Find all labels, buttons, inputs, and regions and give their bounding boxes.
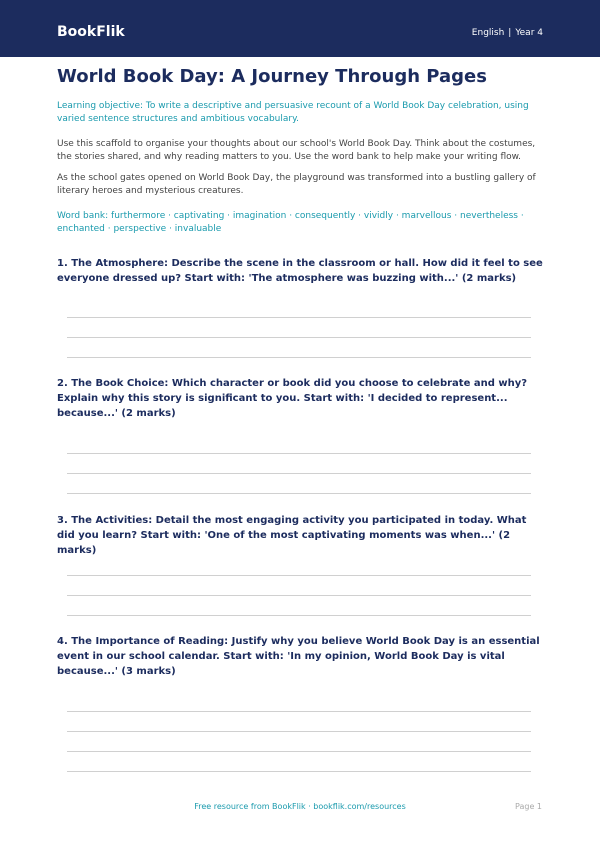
answer-line[interactable] — [67, 493, 531, 494]
answer-line[interactable] — [67, 615, 531, 616]
separator: | — [508, 28, 512, 38]
subject-year-label — [472, 28, 543, 39]
answer-line[interactable] — [67, 731, 531, 732]
intro-paragraph: Use this scaffold to organise your thoughts about our school's World Book Day. Think about the costumes, the stories shared, and why reading matters to you. Use the word bank to help make your writing flow. — [57, 139, 536, 162]
year-label: Year 4 — [515, 28, 543, 38]
header-bar — [0, 0, 600, 57]
question-3: 3. The Activities: Detail the most engaging activity you participated in today. What did you learn? Start with: 'One of the most captivating moments was when...' (2 marks) — [57, 515, 527, 556]
page-number: Page 1 — [515, 802, 542, 811]
word-bank: Word bank: furthermore · captivating · imagination · consequently · vividly · marvellous · nevertheless · enchanted · perspective · invaluable — [57, 211, 524, 234]
intro-paragraph: As the school gates opened on World Book Day, the playground was transformed into a bustling gallery of literary heroes and mysterious creatures. — [57, 173, 536, 196]
page-title: World Book Day: A Journey Through Pages — [57, 66, 487, 87]
answer-line[interactable] — [67, 595, 531, 596]
footer-link[interactable]: Free resource from BookFlik · bookflik.com/resources — [194, 802, 406, 811]
subject-label: English — [471, 28, 505, 38]
answer-line[interactable] — [67, 575, 531, 576]
learning-objective: Learning objective: To write a descriptive and persuasive recount of a World Book Day celebration, using varied sentence structures and ambitious vocabulary. — [57, 101, 529, 124]
question-1: 1. The Atmosphere: Describe the scene in the classroom or hall. How did it feel to see everyone dressed up? Start with: 'The atmosphere was buzzing with...' (2 marks) — [57, 258, 543, 284]
answer-line[interactable] — [67, 771, 531, 772]
answer-line[interactable] — [67, 453, 531, 454]
question-2: 2. The Book Choice: Which character or book did you choose to celebrate and why? Explain why this story is significant to you. Start with: 'I decided to represent... because...' (2 marks) — [57, 378, 528, 419]
brand-logo: BookFlik — [57, 24, 125, 40]
answer-line[interactable] — [67, 473, 531, 474]
answer-line[interactable] — [67, 751, 531, 752]
answer-line[interactable] — [67, 357, 531, 358]
answer-line[interactable] — [67, 711, 531, 712]
answer-line[interactable] — [67, 317, 531, 318]
question-4: 4. The Importance of Reading: Justify why you believe World Book Day is an essential event in our school calendar. Start with: 'In my opinion, World Book Day is vital because...' (3 marks) — [57, 636, 540, 677]
answer-line[interactable] — [67, 337, 531, 338]
